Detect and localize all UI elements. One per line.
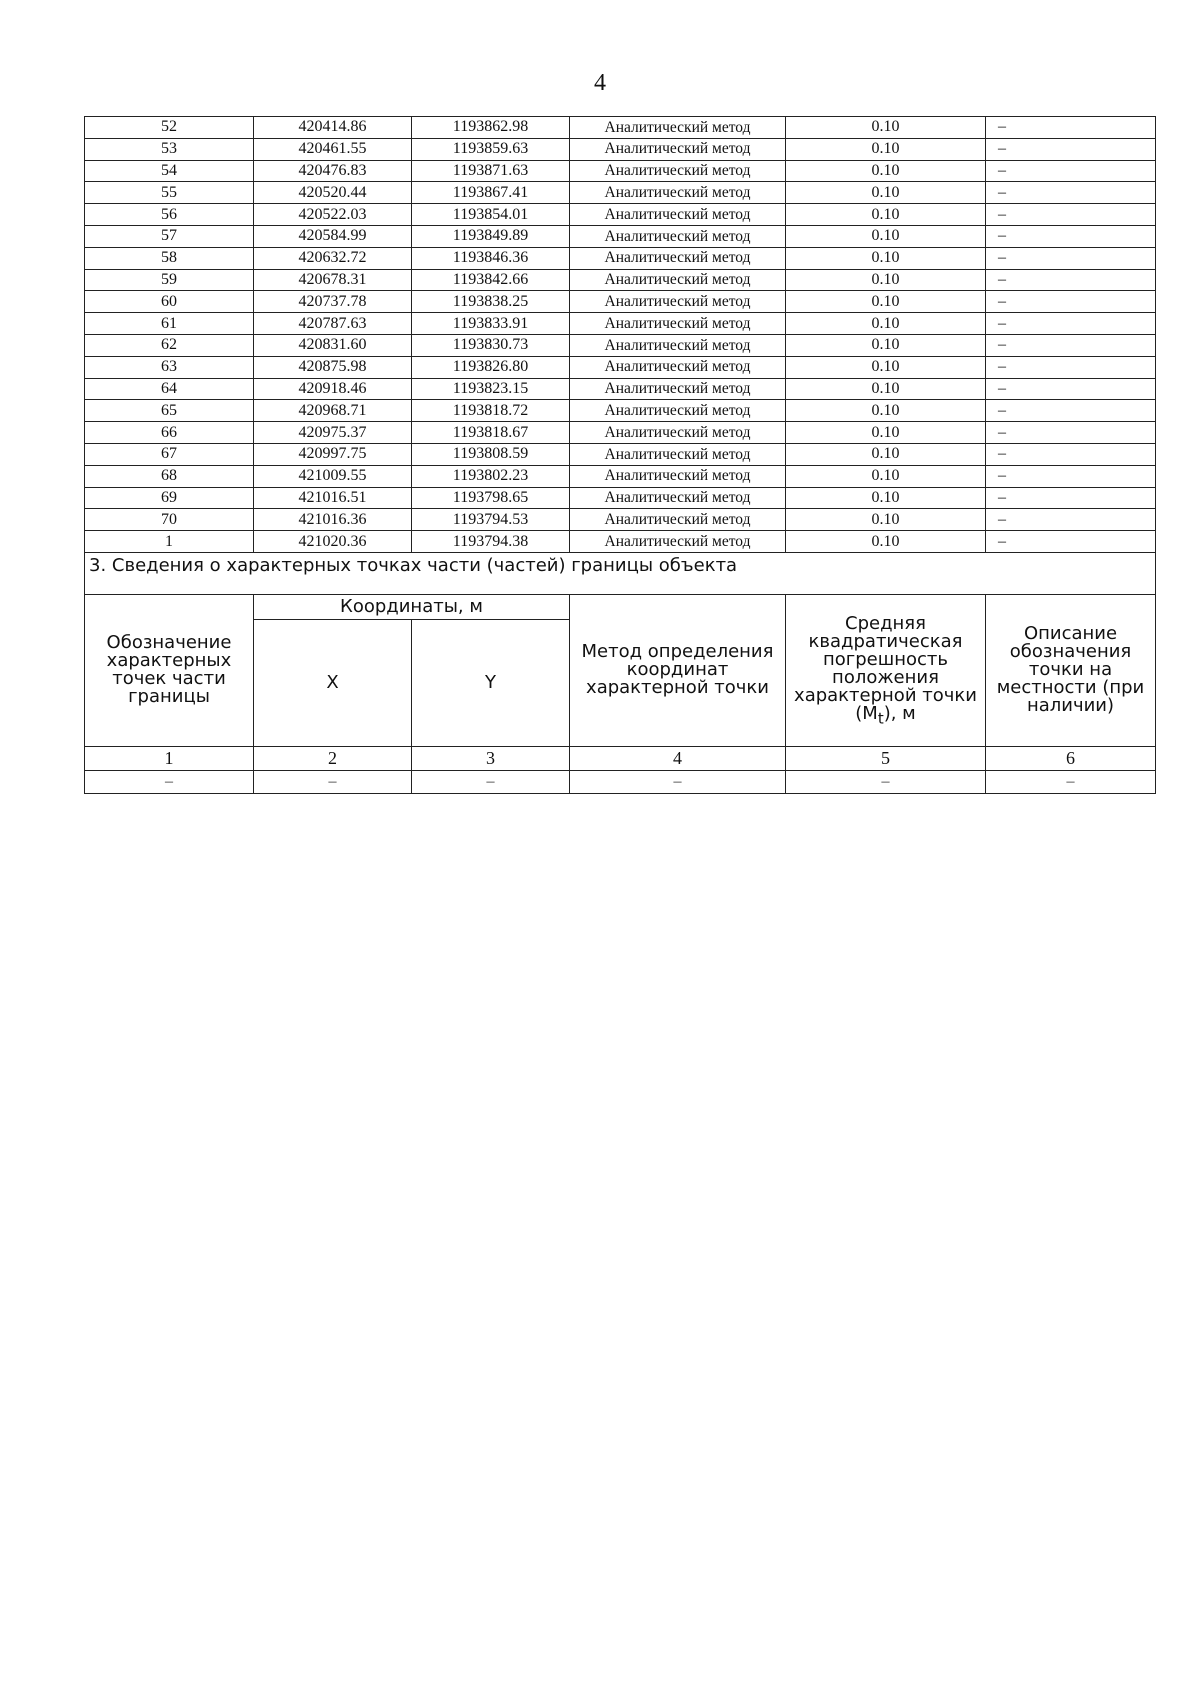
accuracy-cell: 0.10 — [786, 204, 986, 226]
description-cell: – — [986, 182, 1156, 204]
column-number: 1 — [85, 746, 254, 770]
y-coordinate-cell: 1193859.63 — [412, 138, 570, 160]
empty-cell: – — [85, 770, 254, 793]
point-number-cell: 52 — [85, 117, 254, 139]
table-row — [85, 334, 1156, 356]
accuracy-cell: 0.10 — [786, 160, 986, 182]
x-coordinate-cell: 420461.55 — [254, 138, 412, 160]
method-cell: Аналитический метод — [570, 204, 786, 226]
point-number-cell: 61 — [85, 313, 254, 335]
x-coordinate-cell: 421009.55 — [254, 465, 412, 487]
method-cell: Аналитический метод — [570, 443, 786, 465]
table-row — [85, 160, 1156, 182]
method-cell: Аналитический метод — [570, 291, 786, 313]
point-number-cell: 70 — [85, 509, 254, 531]
description-cell: – — [986, 400, 1156, 422]
table-row — [85, 204, 1156, 226]
accuracy-cell: 0.10 — [786, 291, 986, 313]
header-coordinates: Координаты, м — [254, 594, 570, 619]
y-coordinate-cell: 1193808.59 — [412, 443, 570, 465]
table-row — [85, 531, 1156, 553]
column-numbers-row — [85, 746, 1156, 770]
point-number-cell: 55 — [85, 182, 254, 204]
description-cell: – — [986, 138, 1156, 160]
point-number-cell: 59 — [85, 269, 254, 291]
point-number-cell: 54 — [85, 160, 254, 182]
empty-cell: – — [570, 770, 786, 793]
header-x: X — [254, 619, 412, 746]
point-number-cell: 63 — [85, 356, 254, 378]
column-number: 6 — [986, 746, 1156, 770]
method-cell: Аналитический метод — [570, 509, 786, 531]
coordinates-table — [84, 116, 1156, 794]
y-coordinate-cell: 1193794.53 — [412, 509, 570, 531]
x-coordinate-cell: 420678.31 — [254, 269, 412, 291]
column-number: 3 — [412, 746, 570, 770]
accuracy-cell: 0.10 — [786, 531, 986, 553]
empty-cell: – — [786, 770, 986, 793]
description-cell: – — [986, 443, 1156, 465]
x-coordinate-cell: 420975.37 — [254, 422, 412, 444]
table-row — [85, 117, 1156, 139]
point-number-cell: 53 — [85, 138, 254, 160]
accuracy-cell: 0.10 — [786, 117, 986, 139]
point-number-cell: 1 — [85, 531, 254, 553]
accuracy-cell: 0.10 — [786, 400, 986, 422]
accuracy-cell: 0.10 — [786, 465, 986, 487]
x-coordinate-cell: 420831.60 — [254, 334, 412, 356]
accuracy-cell: 0.10 — [786, 487, 986, 509]
header-method: Метод определения координат характерной точки — [570, 594, 786, 746]
y-coordinate-cell: 1193794.38 — [412, 531, 570, 553]
description-cell: – — [986, 313, 1156, 335]
point-number-cell: 56 — [85, 204, 254, 226]
empty-cell: – — [254, 770, 412, 793]
point-number-cell: 66 — [85, 422, 254, 444]
column-number: 2 — [254, 746, 412, 770]
accuracy-cell: 0.10 — [786, 182, 986, 204]
x-coordinate-cell: 420737.78 — [254, 291, 412, 313]
table-row — [85, 247, 1156, 269]
x-coordinate-cell: 421016.51 — [254, 487, 412, 509]
method-cell: Аналитический метод — [570, 487, 786, 509]
table-row — [85, 269, 1156, 291]
x-coordinate-cell: 420787.63 — [254, 313, 412, 335]
accuracy-cell: 0.10 — [786, 225, 986, 247]
accuracy-cell: 0.10 — [786, 378, 986, 400]
description-cell: – — [986, 225, 1156, 247]
y-coordinate-cell: 1193818.67 — [412, 422, 570, 444]
y-coordinate-cell: 1193862.98 — [412, 117, 570, 139]
y-coordinate-cell: 1193838.25 — [412, 291, 570, 313]
table-row — [85, 356, 1156, 378]
header-description: Описание обозначения точки на местности (при наличии) — [986, 594, 1156, 746]
table-row — [85, 400, 1156, 422]
description-cell: – — [986, 378, 1156, 400]
y-coordinate-cell: 1193849.89 — [412, 225, 570, 247]
y-coordinate-cell: 1193802.23 — [412, 465, 570, 487]
accuracy-cell: 0.10 — [786, 443, 986, 465]
x-coordinate-cell: 420520.44 — [254, 182, 412, 204]
x-coordinate-cell: 420522.03 — [254, 204, 412, 226]
point-number-cell: 62 — [85, 334, 254, 356]
y-coordinate-cell: 1193854.01 — [412, 204, 570, 226]
empty-cell: – — [412, 770, 570, 793]
y-coordinate-cell: 1193830.73 — [412, 334, 570, 356]
x-coordinate-cell: 420414.86 — [254, 117, 412, 139]
y-coordinate-cell: 1193871.63 — [412, 160, 570, 182]
method-cell: Аналитический метод — [570, 225, 786, 247]
header-accuracy-sub: t — [877, 709, 884, 728]
section3-title: 3. Сведения о характерных точках части (частей) границы объекта — [85, 552, 1156, 594]
empty-cell: – — [986, 770, 1156, 793]
table-row — [85, 182, 1156, 204]
point-number-cell: 64 — [85, 378, 254, 400]
empty-row — [85, 770, 1156, 793]
description-cell: – — [986, 247, 1156, 269]
method-cell: Аналитический метод — [570, 378, 786, 400]
section3-block — [85, 552, 1156, 793]
accuracy-cell: 0.10 — [786, 138, 986, 160]
method-cell: Аналитический метод — [570, 117, 786, 139]
x-coordinate-cell: 421020.36 — [254, 531, 412, 553]
description-cell: – — [986, 509, 1156, 531]
y-coordinate-cell: 1193846.36 — [412, 247, 570, 269]
description-cell: – — [986, 422, 1156, 444]
accuracy-cell: 0.10 — [786, 247, 986, 269]
description-cell: – — [986, 531, 1156, 553]
y-coordinate-cell: 1193823.15 — [412, 378, 570, 400]
accuracy-cell: 0.10 — [786, 356, 986, 378]
description-cell: – — [986, 356, 1156, 378]
accuracy-cell: 0.10 — [786, 509, 986, 531]
x-coordinate-cell: 421016.36 — [254, 509, 412, 531]
x-coordinate-cell: 420584.99 — [254, 225, 412, 247]
method-cell: Аналитический метод — [570, 160, 786, 182]
table-row — [85, 138, 1156, 160]
header-accuracy-main: Средняя квадратическая погрешность положения характерной точки (M — [794, 612, 977, 724]
x-coordinate-cell: 420632.72 — [254, 247, 412, 269]
y-coordinate-cell: 1193818.72 — [412, 400, 570, 422]
description-cell: – — [986, 465, 1156, 487]
method-cell: Аналитический метод — [570, 400, 786, 422]
header-accuracy — [786, 594, 986, 746]
y-coordinate-cell: 1193842.66 — [412, 269, 570, 291]
method-cell: Аналитический метод — [570, 247, 786, 269]
x-coordinate-cell: 420476.83 — [254, 160, 412, 182]
table-row — [85, 291, 1156, 313]
table-row — [85, 225, 1156, 247]
table-row — [85, 378, 1156, 400]
x-coordinate-cell: 420968.71 — [254, 400, 412, 422]
method-cell: Аналитический метод — [570, 269, 786, 291]
point-number-cell: 58 — [85, 247, 254, 269]
table-row — [85, 465, 1156, 487]
table-row — [85, 509, 1156, 531]
accuracy-cell: 0.10 — [786, 313, 986, 335]
y-coordinate-cell: 1193826.80 — [412, 356, 570, 378]
header-accuracy-tail: ), м — [883, 702, 916, 724]
point-number-cell: 65 — [85, 400, 254, 422]
header-point-designation: Обозначение характерных точек части границы — [85, 594, 254, 746]
column-number: 4 — [570, 746, 786, 770]
method-cell: Аналитический метод — [570, 422, 786, 444]
description-cell: – — [986, 334, 1156, 356]
method-cell: Аналитический метод — [570, 313, 786, 335]
y-coordinate-cell: 1193833.91 — [412, 313, 570, 335]
description-cell: – — [986, 160, 1156, 182]
description-cell: – — [986, 204, 1156, 226]
x-coordinate-cell: 420997.75 — [254, 443, 412, 465]
x-coordinate-cell: 420918.46 — [254, 378, 412, 400]
y-coordinate-cell: 1193867.41 — [412, 182, 570, 204]
page-number: 4 — [594, 70, 606, 96]
description-cell: – — [986, 269, 1156, 291]
method-cell: Аналитический метод — [570, 465, 786, 487]
table-row — [85, 313, 1156, 335]
point-number-cell: 57 — [85, 225, 254, 247]
description-cell: – — [986, 487, 1156, 509]
table-row — [85, 443, 1156, 465]
accuracy-cell: 0.10 — [786, 334, 986, 356]
table-row — [85, 422, 1156, 444]
column-number: 5 — [786, 746, 986, 770]
header-y: Y — [412, 619, 570, 746]
table-row — [85, 487, 1156, 509]
point-number-cell: 68 — [85, 465, 254, 487]
description-cell: – — [986, 117, 1156, 139]
point-number-cell: 69 — [85, 487, 254, 509]
description-cell: – — [986, 291, 1156, 313]
method-cell: Аналитический метод — [570, 182, 786, 204]
coordinates-table-body — [85, 117, 1156, 553]
method-cell: Аналитический метод — [570, 531, 786, 553]
y-coordinate-cell: 1193798.65 — [412, 487, 570, 509]
point-number-cell: 67 — [85, 443, 254, 465]
accuracy-cell: 0.10 — [786, 422, 986, 444]
accuracy-cell: 0.10 — [786, 269, 986, 291]
method-cell: Аналитический метод — [570, 138, 786, 160]
x-coordinate-cell: 420875.98 — [254, 356, 412, 378]
point-number-cell: 60 — [85, 291, 254, 313]
method-cell: Аналитический метод — [570, 356, 786, 378]
method-cell: Аналитический метод — [570, 334, 786, 356]
